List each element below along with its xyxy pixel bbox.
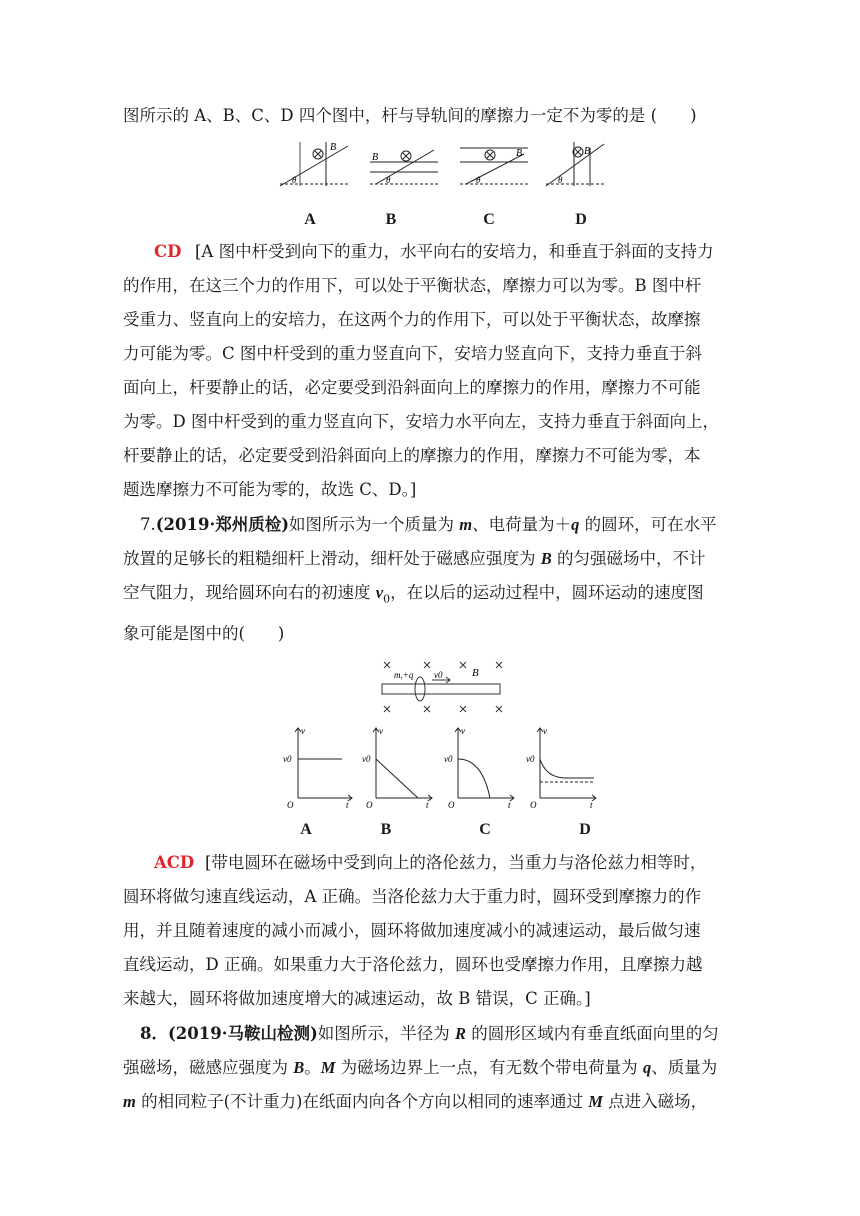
q7-fig-mq: m,+q xyxy=(394,670,414,680)
q6-fig-c-b: B xyxy=(516,148,523,159)
q7-text: 的圆环，可在水平 xyxy=(579,515,717,534)
q7-graph-c-v0: v0 xyxy=(444,754,453,764)
q7-explanation-line: 直线运动，D 正确。如果重力大于洛伦兹力，圆环也受摩擦力作用，且摩擦力越 xyxy=(123,955,703,974)
q6-question-tail: 图所示的 A、B、C、D 四个图中，杆与导轨间的摩擦力一定不为零的是 ( ) xyxy=(123,106,697,125)
q7-text: 空气阻力，现给圆环向右的初速度 xyxy=(123,583,376,602)
q6-label-c: C xyxy=(483,211,495,228)
q7-graph-d-v: v xyxy=(543,726,547,736)
q8-text: 。 xyxy=(304,1058,321,1077)
q8-var-q: q xyxy=(642,1058,652,1077)
q8-var-b: B xyxy=(293,1058,305,1077)
q7-label-c: C xyxy=(479,821,491,838)
q7-answer: ACD xyxy=(154,853,195,872)
q7-number: 7. xyxy=(140,515,156,534)
q8-number: 8． xyxy=(140,1024,168,1043)
q7-source: (2019·郑州质检) xyxy=(155,515,290,534)
q7-text: ，在以后的运动过程中，圆环运动的速度图 xyxy=(390,583,704,602)
q7-line-3 xyxy=(123,581,704,611)
q7-var-v-sub: 0 xyxy=(383,592,391,606)
q7-explanation-line: [带电圆环在磁场中受到向上的洛伦兹力，当重力与洛伦兹力相等时， xyxy=(205,853,707,872)
q8-source: (2019·马鞍山检测) xyxy=(167,1024,318,1043)
q6-fig-b-theta: θ xyxy=(386,175,391,185)
q7-var-v: v xyxy=(375,583,384,602)
q7-var-q: q xyxy=(571,515,580,534)
q7-graph-d-t: t xyxy=(590,800,593,810)
q7-text: 、电荷量为＋ xyxy=(472,515,572,534)
q8-text: 的相同粒子(不计重力)在纸面内向各个方向以相同的速率通过 xyxy=(135,1092,589,1111)
q6-fig-d-b: B xyxy=(584,146,591,157)
q7-label-a: A xyxy=(300,821,312,838)
q6-answer: CD xyxy=(154,242,182,261)
q7-graph-c-t: t xyxy=(508,800,511,810)
q7-graph-a-t: t xyxy=(346,800,349,810)
q8-line-3 xyxy=(123,1090,707,1114)
q6-figures xyxy=(278,140,608,192)
q6-explanation-line: 力可能为零。C 图中杆受到的重力竖直向下，安培力竖直向下，支持力垂直于斜 xyxy=(123,344,702,363)
q6-label-d: D xyxy=(575,211,587,228)
q7-graph-a-v: v xyxy=(301,726,305,736)
q7-graph-b-v0: v0 xyxy=(362,754,371,764)
q7-text: 如图所示为一个质量为 xyxy=(289,515,460,534)
q7-explanation-line: 圆环将做匀速直线运动，A 正确。当洛伦兹力大于重力时，圆环受到摩擦力的作 xyxy=(123,887,702,906)
q6-explanation-line: 受重力、竖直向上的安培力，在这两个力的作用下，可以处于平衡状态，故摩擦 xyxy=(123,310,701,329)
q6-label-b: B xyxy=(385,211,397,228)
q6-fig-c-theta: θ xyxy=(476,175,481,185)
q6-label-a: A xyxy=(304,211,316,228)
q8-var-r: R xyxy=(455,1024,467,1043)
q7-graph-c-v: v xyxy=(461,726,465,736)
q7-graph-a-o: O xyxy=(287,800,294,810)
q7-text: 的匀强磁场中，不计 xyxy=(551,549,706,568)
q7-label-d: D xyxy=(579,821,591,838)
q7-magnetic-field-figure xyxy=(376,658,506,716)
q7-graph-b-v: v xyxy=(379,726,383,736)
q7-graph-d-v0: v0 xyxy=(526,754,535,764)
q8-var-m-point: M xyxy=(588,1092,603,1111)
q6-explanation-line: 题选摩擦力不可能为零的，故选 C、D。] xyxy=(123,480,417,499)
q7-label-b: B xyxy=(380,821,392,838)
q7-var-m: m xyxy=(459,515,473,534)
q8-var-m: m xyxy=(123,1092,136,1111)
q6-fig-b-b: B xyxy=(372,152,379,163)
q7-fig-v0: v0 xyxy=(434,670,443,680)
q7-graph-b-t: t xyxy=(426,800,429,810)
q7-explanation-line: 用，并且随着速度的减小而减小，圆环将做加速度减小的减速运动，最后做匀速 xyxy=(123,921,701,940)
q6-explanation-line: 面向上，杆要静止的话，必定要受到沿斜面向上的摩擦力的作用，摩擦力不可能 xyxy=(123,378,701,397)
q7-graph-d-o: O xyxy=(530,800,537,810)
q8-text: 强磁场，磁感应强度为 xyxy=(123,1058,294,1077)
q8-text: 的圆形区域内有垂直纸面向里的匀 xyxy=(466,1024,719,1043)
q7-graph-b-o: O xyxy=(366,800,373,810)
q7-line-4: 象可能是图中的( ) xyxy=(123,624,285,643)
q6-explanation-line: [A 图中杆受到向下的重力，水平向右的安培力，和垂直于斜面的支持力 xyxy=(195,242,714,261)
q8-text: 、质量为 xyxy=(651,1058,718,1077)
q8-text: 如图所示，半径为 xyxy=(317,1024,456,1043)
q7-graph-c-o: O xyxy=(448,800,455,810)
q7-text: 放置的足够长的粗糙细杆上滑动，细杆处于磁感应强度为 xyxy=(123,549,541,568)
q6-fig-a-b: B xyxy=(330,142,337,153)
q6-fig-d-theta: θ xyxy=(558,175,563,185)
q7-line-1 xyxy=(140,513,717,537)
q7-explanation-line: 来越大，圆环将做加速度增大的减速运动，故 B 错误，C 正确。] xyxy=(123,989,591,1008)
q8-text: 点进入磁场， xyxy=(602,1092,708,1111)
q8-line-1 xyxy=(140,1022,719,1046)
q7-vt-graphs xyxy=(282,722,612,810)
q6-fig-a-theta: θ xyxy=(292,175,297,185)
q6-explanation-line: 的作用，在这三个力的作用下，可以处于平衡状态，摩擦力可以为零。B 图中杆 xyxy=(123,276,702,295)
q8-text: 为磁场边界上一点，有无数个带电荷量为 xyxy=(335,1058,643,1077)
q7-graph-a-v0: v0 xyxy=(283,754,292,764)
q7-var-b: B xyxy=(540,549,552,568)
q8-var-m-point: M xyxy=(320,1058,336,1077)
q7-line-2 xyxy=(123,547,706,571)
q6-explanation-line: 杆要静止的话，必定要受到沿斜面向上的摩擦力的作用，摩擦力不可能为零，本 xyxy=(123,446,701,465)
q7-fig-b: B xyxy=(472,667,479,679)
q6-explanation-line: 为零。D 图中杆受到的重力竖直向下，安培力水平向左，支持力垂直于斜面向上， xyxy=(123,412,719,431)
q8-line-2 xyxy=(123,1056,717,1080)
